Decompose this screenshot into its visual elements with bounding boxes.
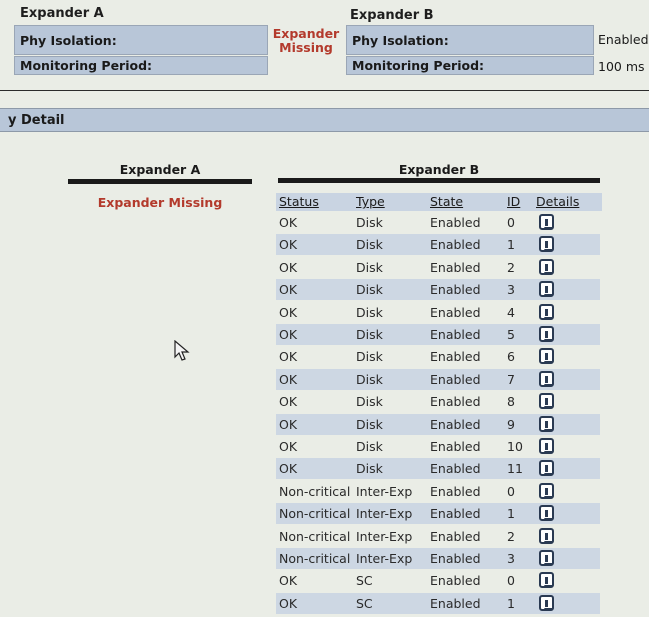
expander-b-monitoring-period-value: 100 ms [598, 59, 645, 74]
expander-b-summary-title: Expander B [350, 8, 434, 23]
expander-a-phy-isolation-label [14, 25, 268, 55]
type-cell: Disk [356, 260, 383, 275]
table-row [276, 414, 600, 435]
type-cell: Disk [356, 417, 383, 432]
id-cell: 7 [507, 372, 515, 387]
id-cell: 2 [507, 529, 515, 544]
id-cell: 11 [507, 461, 523, 476]
table-row [276, 593, 600, 614]
id-cell: 4 [507, 305, 515, 320]
status-cell: OK [279, 439, 298, 454]
status-cell: OK [279, 237, 298, 252]
info-icon[interactable] [539, 214, 554, 230]
table-row [276, 503, 600, 524]
state-cell: Enabled [430, 349, 481, 364]
expander-a-phy-isolation-label-text: Phy Isolation: [20, 32, 117, 48]
state-cell: Enabled [430, 327, 481, 342]
info-icon[interactable] [539, 236, 554, 252]
id-cell: 9 [507, 417, 515, 432]
table-header-row [276, 193, 602, 211]
info-icon[interactable] [539, 326, 554, 342]
status-cell: OK [279, 372, 298, 387]
info-icon[interactable] [539, 416, 554, 432]
info-icon[interactable] [539, 348, 554, 364]
state-cell: Enabled [430, 260, 481, 275]
status-cell: OK [279, 349, 298, 364]
state-cell: Enabled [430, 596, 481, 611]
state-cell: Enabled [430, 305, 481, 320]
info-icon[interactable] [539, 595, 554, 611]
state-cell: Enabled [430, 282, 481, 297]
state-cell: Enabled [430, 394, 481, 409]
info-icon[interactable] [539, 483, 554, 499]
detail-section-header [0, 108, 649, 132]
type-cell: Disk [356, 237, 383, 252]
expander-b-title-rule [278, 178, 600, 183]
status-cell: Non-critical [279, 506, 351, 521]
status-cell: OK [279, 282, 298, 297]
table-row [276, 302, 600, 323]
expander-missing-summary [270, 27, 342, 55]
expander-b-phy-isolation-value: Enabled [598, 32, 649, 47]
mouse-cursor-icon [174, 340, 190, 362]
type-cell: Disk [356, 327, 383, 342]
type-cell: Inter-Exp [356, 484, 413, 499]
state-cell: Enabled [430, 439, 481, 454]
expander-missing-line1: Expander [272, 26, 340, 41]
state-cell: Enabled [430, 215, 481, 230]
expander-b-phy-isolation-label-text: Phy Isolation: [352, 32, 449, 48]
table-row [276, 548, 600, 569]
expander-b-phy-isolation-label [346, 25, 594, 55]
expander-b-detail-title: Expander B [398, 162, 480, 177]
table-row [276, 212, 600, 233]
type-cell: Inter-Exp [356, 551, 413, 566]
type-cell: Disk [356, 439, 383, 454]
section-divider [0, 90, 649, 91]
table-body [276, 212, 602, 617]
table-row [276, 234, 600, 255]
id-cell: 5 [507, 327, 515, 342]
status-cell: OK [279, 461, 298, 476]
status-cell: Non-critical [279, 484, 351, 499]
table-row [276, 570, 600, 591]
state-cell: Enabled [430, 417, 481, 432]
type-cell: Disk [356, 394, 383, 409]
expander-a-title-rule [68, 179, 252, 184]
id-cell: 0 [507, 573, 515, 588]
expander-a-missing-status: Expander Missing [97, 195, 223, 210]
expander-b-monitoring-period-label [346, 56, 594, 75]
table-row [276, 526, 600, 547]
status-cell: OK [279, 394, 298, 409]
status-cell: OK [279, 215, 298, 230]
type-cell: Disk [356, 305, 383, 320]
id-cell: 1 [507, 596, 515, 611]
status-cell: Non-critical [279, 551, 351, 566]
column-header-details[interactable]: Details [536, 194, 580, 209]
id-cell: 3 [507, 282, 515, 297]
type-cell: Disk [356, 282, 383, 297]
state-cell: Enabled [430, 484, 481, 499]
table-row [276, 324, 600, 345]
info-icon[interactable] [539, 505, 554, 521]
id-cell: 1 [507, 237, 515, 252]
table-row [276, 481, 600, 502]
table-row [276, 436, 600, 457]
status-cell: OK [279, 596, 298, 611]
status-cell: OK [279, 417, 298, 432]
column-header-id[interactable]: ID [507, 194, 521, 209]
table-row [276, 346, 600, 367]
id-cell: 3 [507, 551, 515, 566]
status-cell: OK [279, 305, 298, 320]
id-cell: 8 [507, 394, 515, 409]
state-cell: Enabled [430, 506, 481, 521]
expander-missing-line2: Missing [279, 40, 333, 55]
info-icon[interactable] [539, 393, 554, 409]
detail-section-title: y Detail [8, 112, 65, 128]
table-row [276, 257, 600, 278]
state-cell: Enabled [430, 529, 481, 544]
table-row [276, 279, 600, 300]
id-cell: 6 [507, 349, 515, 364]
type-cell: Disk [356, 215, 383, 230]
column-header-state[interactable]: State [430, 194, 464, 209]
state-cell: Enabled [430, 237, 481, 252]
state-cell: Enabled [430, 372, 481, 387]
column-header-status[interactable]: Status [279, 194, 319, 209]
info-icon[interactable] [539, 304, 554, 320]
state-cell: Enabled [430, 461, 481, 476]
info-icon[interactable] [539, 460, 554, 476]
status-cell: Non-critical [279, 529, 351, 544]
id-cell: 1 [507, 506, 515, 521]
id-cell: 2 [507, 260, 515, 275]
id-cell: 0 [507, 215, 515, 230]
type-cell: SC [356, 573, 373, 588]
type-cell: Disk [356, 461, 383, 476]
column-header-type[interactable]: Type [356, 194, 385, 209]
state-cell: Enabled [430, 573, 481, 588]
info-icon[interactable] [539, 259, 554, 275]
expander-a-summary-title: Expander A [20, 6, 104, 21]
info-icon[interactable] [539, 371, 554, 387]
id-cell: 10 [507, 439, 523, 454]
state-cell: Enabled [430, 551, 481, 566]
info-icon[interactable] [539, 572, 554, 588]
status-cell: OK [279, 573, 298, 588]
type-cell: Disk [356, 372, 383, 387]
status-cell: OK [279, 327, 298, 342]
type-cell: Inter-Exp [356, 529, 413, 544]
status-cell: OK [279, 260, 298, 275]
type-cell: SC [356, 596, 373, 611]
info-icon[interactable] [539, 438, 554, 454]
id-cell: 0 [507, 484, 515, 499]
type-cell: Inter-Exp [356, 506, 413, 521]
info-icon[interactable] [539, 281, 554, 297]
expander-a-detail-title: Expander A [119, 162, 201, 177]
expander-b-device-table [276, 193, 602, 617]
expander-a-monitoring-period-label [14, 56, 268, 75]
info-icon[interactable] [539, 528, 554, 544]
type-cell: Disk [356, 349, 383, 364]
info-icon[interactable] [539, 550, 554, 566]
table-row [276, 391, 600, 412]
table-row [276, 369, 600, 390]
expander-a-monitoring-period-label-text: Monitoring Period: [20, 58, 153, 73]
expander-b-monitoring-period-label-text: Monitoring Period: [352, 58, 485, 73]
table-row [276, 458, 600, 479]
